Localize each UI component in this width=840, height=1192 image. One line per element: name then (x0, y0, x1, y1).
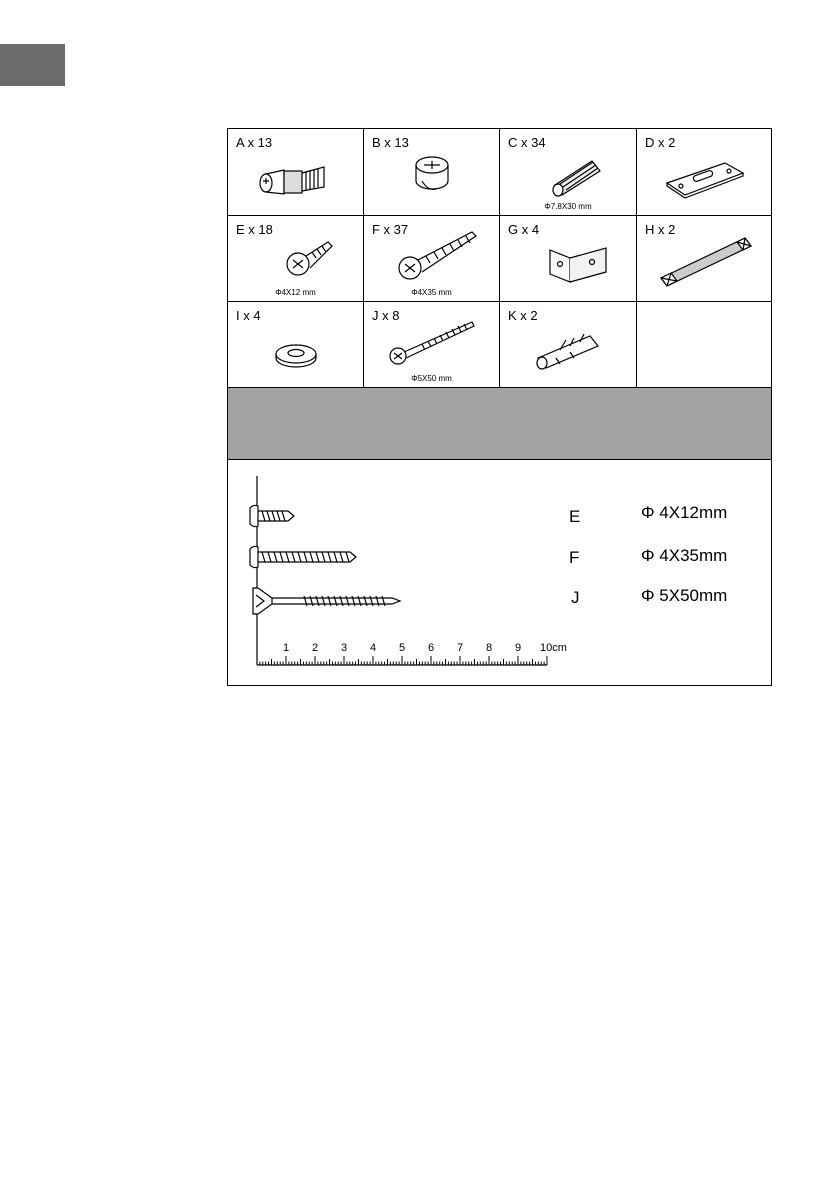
part-label: H x 2 (645, 222, 676, 237)
ruler-label: 9 (515, 642, 522, 654)
ruler-label: 5 (399, 642, 406, 654)
cam-dowel-icon (228, 129, 364, 216)
screw-dimension-j: Φ 5X50mm (641, 586, 728, 605)
ruler-label: 6 (428, 642, 435, 654)
part-cell-empty (637, 302, 771, 388)
part-cell-d (637, 129, 771, 216)
part-size: Φ4X12 mm (275, 288, 316, 297)
part-label: C x 34 (508, 135, 546, 150)
part-cell-a (228, 129, 364, 216)
ruler-label: 4 (370, 642, 377, 654)
language-tab (0, 44, 65, 86)
ruler-label: 1 (283, 642, 290, 654)
screw-dimension-f: Φ 4X35mm (641, 546, 728, 565)
part-cell-c (500, 129, 637, 216)
mounting-plate-icon (637, 129, 771, 216)
screw-size-guide (228, 460, 771, 685)
part-cell-k (500, 302, 637, 388)
part-label: F x 37 (372, 222, 409, 237)
screw-letter-f: F (569, 548, 580, 567)
angle-bracket-icon (500, 216, 637, 302)
screw-dimension-e: Φ 4X12mm (641, 503, 728, 522)
ruler-label: 7 (457, 642, 464, 654)
part-cell-h (637, 216, 771, 302)
part-cell-f (364, 216, 500, 302)
part-label: A x 13 (236, 135, 273, 150)
ruler-label: 3 (341, 642, 348, 654)
part-cell-b (364, 129, 500, 216)
part-size: Φ5X50 mm (411, 374, 452, 383)
parts-grid (228, 129, 771, 388)
part-cell-j (364, 302, 500, 388)
part-label: K x 2 (508, 308, 538, 323)
part-label: B x 13 (372, 135, 409, 150)
part-cell-g (500, 216, 637, 302)
ruler-label: 8 (486, 642, 493, 654)
ruler-label: 10cm (540, 642, 567, 654)
notice-band (228, 388, 771, 460)
washer-icon (228, 302, 364, 388)
wall-plug-icon (500, 302, 637, 388)
cam-lock-icon (364, 129, 500, 216)
part-label: J x 8 (372, 308, 400, 323)
screw-letter-j: J (571, 588, 580, 607)
part-label: D x 2 (645, 135, 676, 150)
screw-letter-e: E (569, 507, 581, 526)
part-label: E x 18 (236, 222, 273, 237)
anti-tip-strap-icon (637, 216, 771, 302)
part-size: Φ7.8X30 mm (544, 202, 592, 211)
part-cell-e (228, 216, 364, 302)
hardware-parts-sheet (227, 128, 772, 686)
screw-ruler-drawing (228, 460, 771, 685)
ruler-label: 2 (312, 642, 319, 654)
part-cell-i (228, 302, 364, 388)
part-size: Φ4X35 mm (411, 288, 452, 297)
part-label: I x 4 (236, 308, 261, 323)
part-label: G x 4 (508, 222, 540, 237)
